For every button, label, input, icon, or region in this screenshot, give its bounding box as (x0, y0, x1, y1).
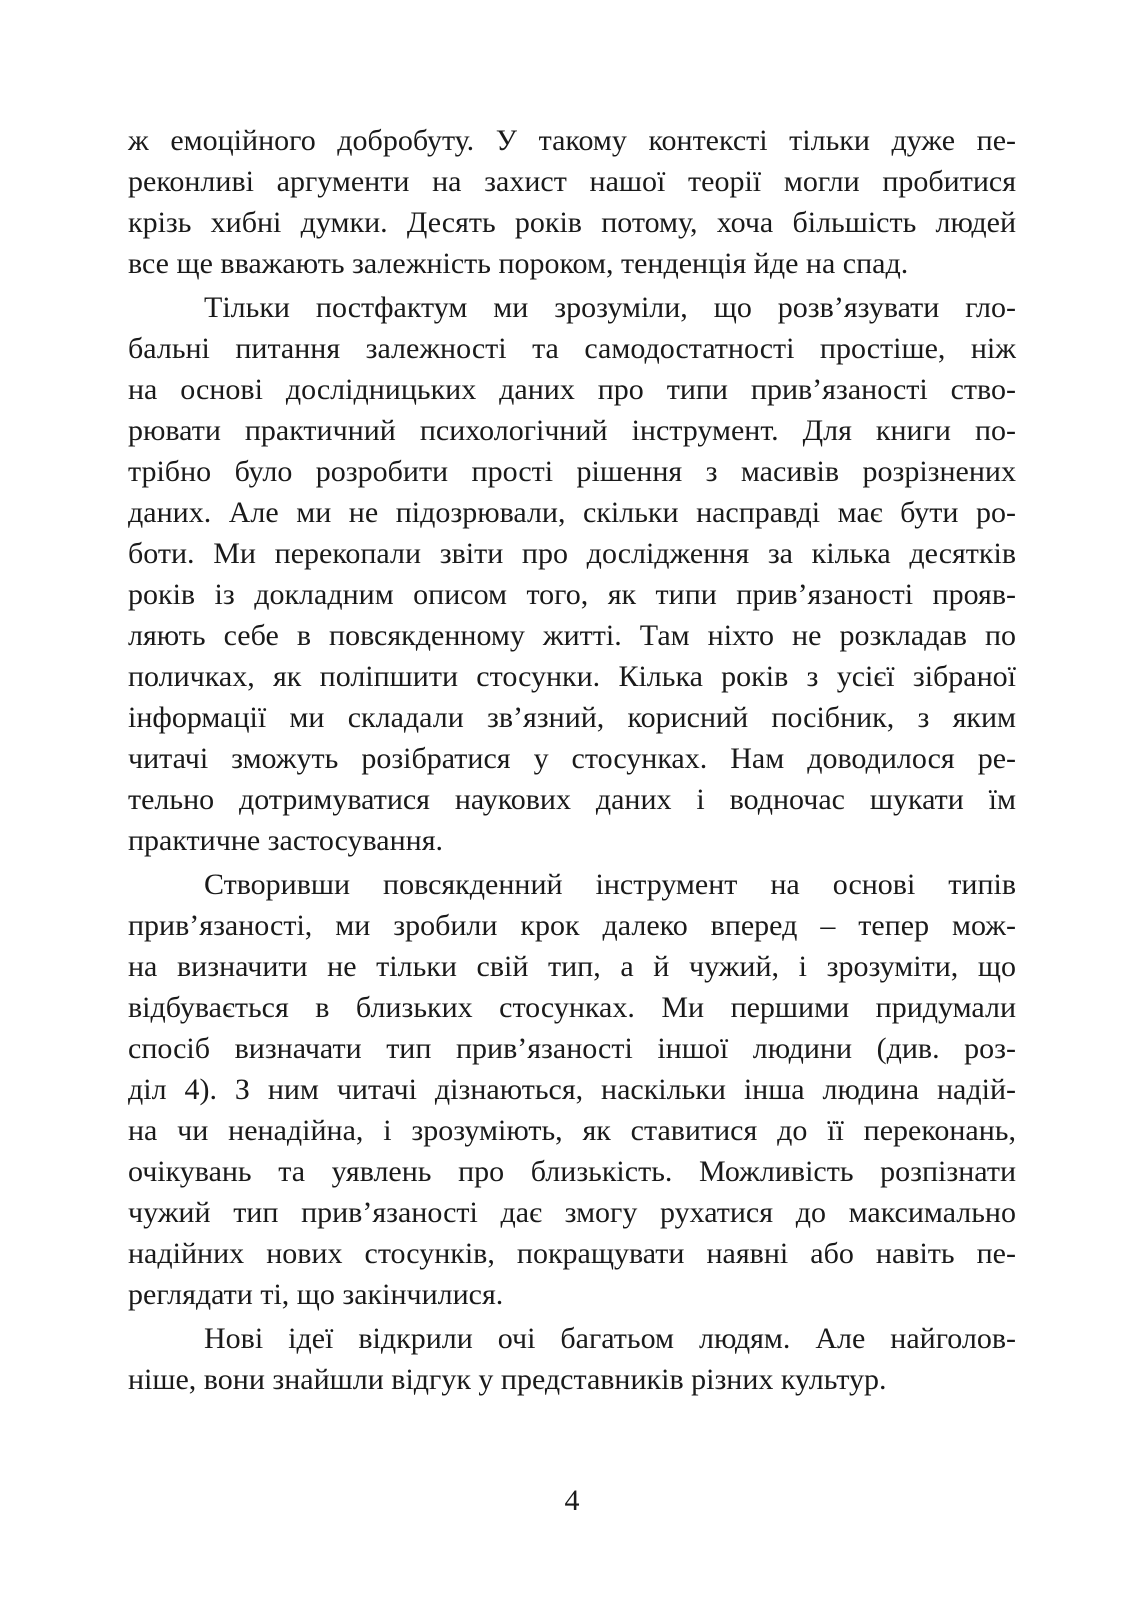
text-line: діл 4). З ним читачі дізнаються, наскільки інша людина надій- (128, 1073, 1016, 1106)
text-line: інформації ми складали зв’язний, корисний посібник, з яким (128, 701, 1016, 734)
paragraph (128, 1318, 1016, 1400)
text-line: рювати практичний психологічний інструмент. Для книги по- (128, 414, 1016, 447)
text-line: бальні питання залежності та самодостатності простіше, ніж (128, 332, 1016, 365)
text-line: на основі дослідницьких даних про типи прив’язаності ство- (128, 373, 1016, 406)
text-line: поличках, як поліпшити стосунки. Кілька років з усієї зібраної (128, 660, 1016, 693)
text-line: надійних нових стосунків, покращувати наявні або навіть пе- (128, 1237, 1016, 1270)
text-line: ляють себе в повсякденному житті. Там ніхто не розкладав по (128, 619, 1016, 652)
text-line: практичне застосування. (128, 824, 444, 857)
text-line: боти. Ми перекопали звіти про дослідження за кілька десятків (128, 537, 1016, 570)
text-line: Нові ідеї відкрили очі багатьом людям. Але найголов- (204, 1322, 1016, 1355)
text-line: прив’язаності, ми зробили крок далеко вперед – тепер мож- (128, 909, 1016, 942)
text-line: очікувань та уявлень про близькість. Можливість розпізнати (128, 1155, 1016, 1188)
text-line: Тільки постфактум ми зрозуміли, що розв’язувати гло- (204, 291, 1016, 324)
text-line: відбувається в близьких стосунках. Ми першими придумали (128, 991, 1016, 1024)
paragraph (128, 287, 1016, 861)
text-line: на чи ненадійна, і зрозуміють, як ставитися до її переконань, (128, 1114, 1016, 1147)
paragraph (128, 864, 1016, 1315)
text-line: тельно дотримуватися наукових даних і водночас шукати їм (128, 783, 1016, 816)
text-line: даних. Але ми не підозрювали, скільки насправді має бути ро- (128, 496, 1016, 529)
text-line: читачі зможуть розібратися у стосунках. Нам доводилося ре- (128, 742, 1016, 775)
text-line: все ще вважають залежність пороком, тенденція йде на спад. (128, 247, 909, 280)
paragraph (128, 120, 1016, 284)
text-line: реконливі аргументи на захист нашої теорії могли пробитися (128, 165, 1016, 198)
page-text (128, 120, 1016, 1400)
text-line: чужий тип прив’язаності дає змогу рухатися до максимально (128, 1196, 1016, 1229)
text-line: трібно було розробити прості рішення з масивів розрізнених (128, 455, 1016, 488)
text-line: Створивши повсякденний інструмент на основі типів (204, 868, 1016, 901)
text-line: на визначити не тільки свій тип, а й чужий, і зрозуміти, що (128, 950, 1016, 983)
text-line: років із докладним описом того, як типи прив’язаності прояв- (128, 578, 1016, 611)
text-line: крізь хибні думки. Десять років потому, хоча більшість людей (128, 206, 1016, 239)
text-line: спосіб визначати тип прив’язаності іншої людини (див. роз- (128, 1032, 1016, 1065)
page-number: 4 (564, 1484, 580, 1517)
text-line: ж емоційного добробуту. У такому контексті тільки дуже пе- (128, 124, 1016, 157)
text-line: реглядати ті, що закінчилися. (128, 1278, 504, 1311)
text-line: ніше, вони знайшли відгук у представників різних культур. (128, 1363, 887, 1396)
